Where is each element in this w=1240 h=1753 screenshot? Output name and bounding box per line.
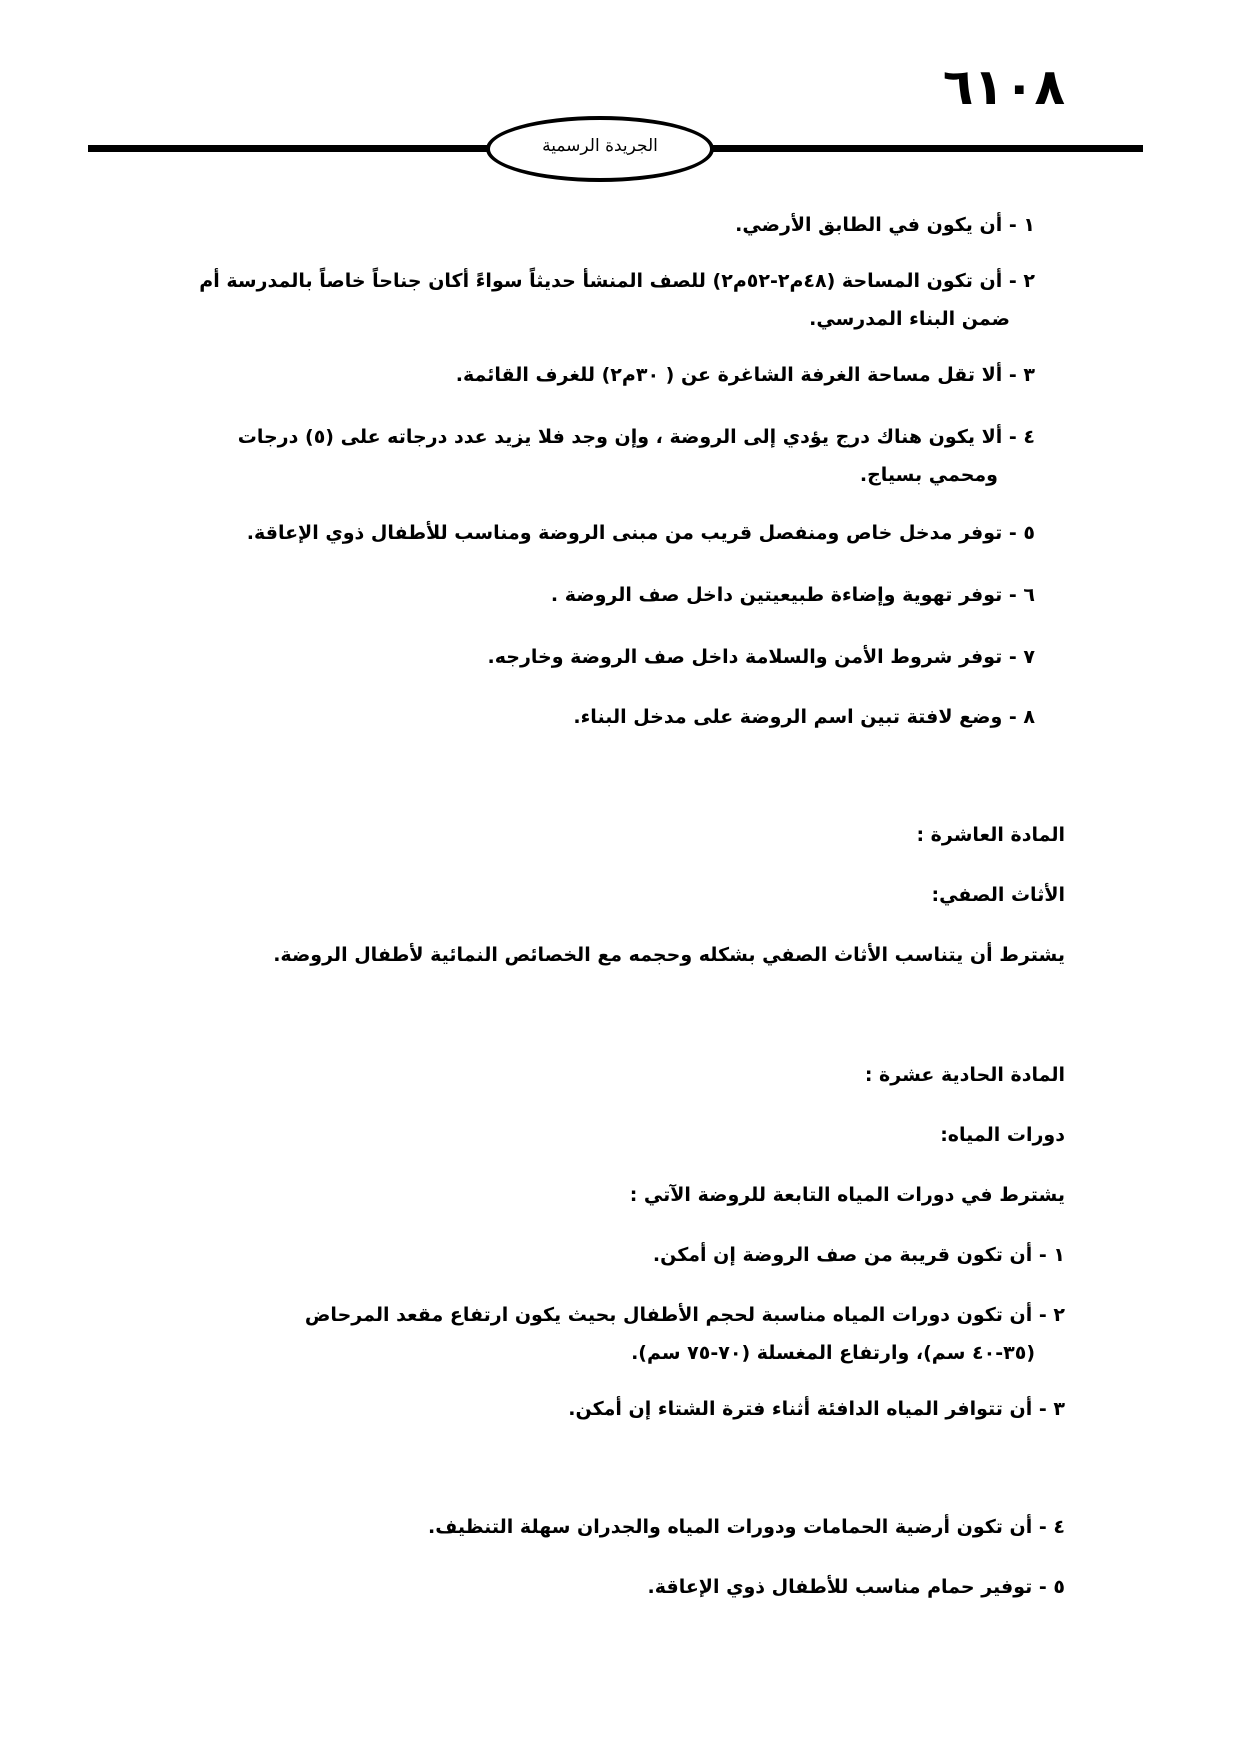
article-eleven-item-2-first: ٢ - أن تكون دورات المياه مناسبة لحجم الأطفال بحيث يكون ارتفاع مقعد المرحاض [304, 1304, 1065, 1326]
list-item-6: ٦ - توفر تهوية وإضاءة طبيعيتين داخل صف الروضة . [550, 584, 1035, 606]
header-title: الجريدة الرسمية [542, 136, 658, 156]
article-ten-text: يشترط أن يتناسب الأثاث الصفي بشكله وحجمه مع الخصائص النمائية لأطفال الروضة. [273, 944, 1065, 966]
list-item-4-first: ٤ - ألا يكون هناك درج يؤدي إلى الروضة ، وإن وجد فلا يزيد عدد درجاته على (٥) درجات [237, 426, 1035, 448]
page-number: ٦١٠٨ [942, 58, 1065, 116]
article-ten-subheading: الأثاث الصفي: [931, 884, 1065, 906]
article-eleven-item-2-cont: (٣٥-٤٠ سم)، وارتفاع المغسلة (٧٠-٧٥ سم). [631, 1342, 1035, 1364]
article-eleven-subheading: دورات المياه: [940, 1124, 1065, 1146]
article-eleven-intro: يشترط في دورات المياه التابعة للروضة الآتي : [629, 1184, 1065, 1206]
list-item-8: ٨ - وضع لافتة تبين اسم الروضة على مدخل البناء. [573, 706, 1035, 728]
article-ten-heading: المادة العاشرة : [916, 824, 1065, 846]
list-item-1: ١ - أن يكون في الطابق الأرضي. [735, 214, 1035, 236]
article-eleven-item-3: ٣ - أن تتوافر المياه الدافئة أثناء فترة الشتاء إن أمكن. [568, 1398, 1065, 1420]
article-eleven-heading: المادة الحادية عشرة : [864, 1064, 1065, 1086]
list-item-4-cont: ومحمي بسياج. [859, 464, 998, 486]
list-item-2-first: ٢ - أن تكون المساحة (٤٨م٢-٥٢م٢) للصف المنشأ حديثاً سواءً أكان جناحاً خاصاً بالمدرسة أم [199, 270, 1035, 292]
article-eleven-item-4: ٤ - أن تكون أرضية الحمامات ودورات المياه والجدران سهلة التنظيف. [428, 1516, 1065, 1538]
list-item-7: ٧ - توفر شروط الأمن والسلامة داخل صف الروضة وخارجه. [487, 646, 1035, 668]
list-item-5: ٥ - توفر مدخل خاص ومنفصل قريب من مبنى الروضة ومناسب للأطفال ذوي الإعاقة. [246, 522, 1035, 544]
list-item-3: ٣ - ألا تقل مساحة الغرفة الشاغرة عن ( ٣٠م٢) للغرف القائمة. [455, 364, 1035, 386]
list-item-2-cont: ضمن البناء المدرسي. [809, 308, 1010, 330]
article-eleven-item-1: ١ - أن تكون قريبة من صف الروضة إن أمكن. [652, 1244, 1065, 1266]
article-eleven-item-5: ٥ - توفير حمام مناسب للأطفال ذوي الإعاقة. [647, 1576, 1065, 1598]
